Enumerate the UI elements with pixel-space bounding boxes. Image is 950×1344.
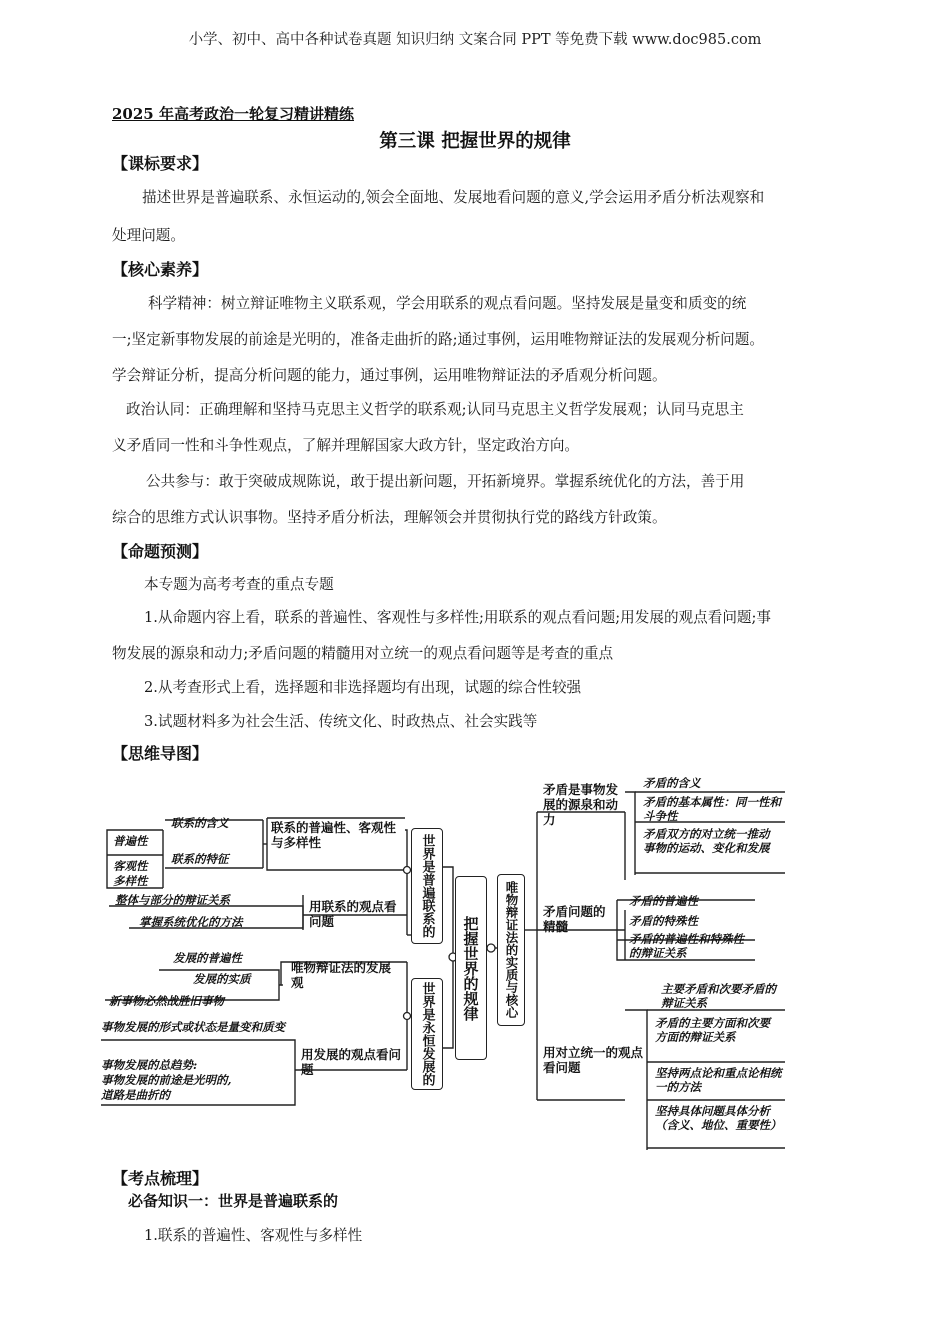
paragraph-line: 义矛盾同一性和斗争性观点，了解并理解国家大政方针，坚定政治方向。 [112, 437, 580, 454]
paragraph-line: 本专题为高考考查的重点专题 [144, 576, 334, 593]
node-n4: 用发展的观点看问题 [301, 1047, 402, 1077]
node-n1b: 联系的特征 [171, 852, 229, 866]
branch-label: 唯物辩证法的实质与核心 [504, 881, 519, 1019]
node-r2c: 矛盾的普遍性和特殊性的辩证关系 [629, 932, 744, 960]
mind-map [95, 770, 810, 1162]
node-n2a: 整体与部分的辩证关系 [115, 893, 230, 907]
node-r3d: 坚持具体问题具体分析（含义、地位、重要性） [655, 1104, 782, 1132]
node-n3a: 发展的普遍性 [173, 951, 242, 965]
node-r3a: 主要矛盾和次要矛盾的辩证关系 [661, 982, 776, 1010]
node-r2: 矛盾问题的精髓 [543, 904, 606, 934]
knowledge-item: 1.联系的普遍性、客观性与多样性 [144, 1227, 363, 1244]
knowledge-subheading: 必备知识一：世界是普遍联系的 [128, 1192, 339, 1210]
paragraph-line: 描述世界是普遍联系、永恒运动的,领会全面地、发展地看问题的意义,学会运用矛盾分析法观察和 [142, 189, 765, 206]
node-n4b-line3: 道路是曲折的 [101, 1088, 170, 1102]
node-n2: 用联系的观点看问题 [309, 899, 397, 929]
node-n1b3: 多样性 [113, 874, 148, 888]
node-n1b1: 普遍性 [113, 834, 148, 848]
node-r2a: 矛盾的普遍性 [629, 894, 698, 908]
lesson-title: 第三课 把握世界的规律 [379, 131, 571, 152]
branch-box-dialectics-core [497, 874, 525, 1026]
node-r1c: 矛盾双方的对立统一推动事物的运动、变化和发展 [643, 827, 770, 855]
node-r3b: 矛盾的主要方面和次要方面的辩证关系 [655, 1016, 770, 1044]
node-r2b: 矛盾的特殊性 [629, 914, 698, 928]
section-heading-suyang: 【核心素养】 [112, 260, 209, 279]
paragraph-line: 科学精神：树立辩证唯物主义联系观，学会用联系的观点看问题。坚持发展是量变和质变的统 [148, 295, 747, 312]
section-heading-kebiao: 【课标要求】 [112, 154, 209, 173]
paragraph-line: 学会辩证分析，提高分析问题的能力，通过事例，运用唯物辩证法的矛盾观分析问题。 [112, 367, 667, 384]
node-n3: 唯物辩证法的发展观 [291, 960, 392, 990]
branch-box-eternal-development [411, 978, 443, 1090]
node-r3c: 坚持两点论和重点论相统一的方法 [655, 1066, 782, 1094]
paragraph-line: 公共参与：敢于突破成规陈说，敢于提出新问题，开拓新境界。掌握系统优化的方法，善于用 [146, 473, 745, 490]
branch-box-universal-connection [411, 828, 443, 944]
branch-label: 世界是普遍联系的 [419, 834, 435, 938]
paragraph-line: 处理问题。 [112, 227, 185, 244]
node-n4b-line1: 事物发展的总趋势: [101, 1058, 198, 1072]
node-n4b-line2: 事物发展的前途是光明的, [101, 1073, 232, 1087]
node-n1a: 联系的含义 [171, 816, 229, 830]
series-title: 2025 年高考政治一轮复习精讲精练 [112, 105, 354, 123]
node-n2b: 掌握系统优化的方法 [139, 915, 243, 929]
center-label: 把握世界的规律 [461, 915, 480, 1021]
node-r1: 矛盾是事物发展的源泉和动力 [543, 782, 619, 827]
node-n1: 联系的普遍性、客观性与多样性 [271, 820, 397, 850]
node-n4a: 事物发展的形式或状态是量变和质变 [101, 1020, 285, 1034]
node-n3c: 新事物必然战胜旧事物 [109, 994, 224, 1008]
paragraph-line: 3.试题材料多为社会生活、传统文化、时政热点、社会实践等 [144, 713, 538, 730]
paragraph-line: 物发展的源泉和动力;矛盾问题的精髓用对立统一的观点看问题等是考查的重点 [112, 645, 614, 662]
node-r1a: 矛盾的含义 [643, 776, 701, 790]
center-box [455, 876, 487, 1060]
paragraph-line: 综合的思维方式认识事物。坚持矛盾分析法，理解领会并贯彻执行党的路线方针政策。 [112, 509, 667, 526]
node-r3: 用对立统一的观点看问题 [543, 1045, 644, 1075]
branch-label: 世界是永恒发展的 [419, 982, 435, 1086]
site-header: 小学、初中、高中各种试卷真题 知识归纳 文案合同 PPT 等免费下载 www.doc985.com [188, 32, 762, 48]
node-r1b: 矛盾的基本属性：同一性和斗争性 [643, 795, 781, 823]
section-heading-kaodian: 【考点梳理】 [112, 1169, 209, 1188]
paragraph-line: 1.从命题内容上看，联系的普遍性、客观性与多样性;用联系的观点看问题;用发展的观点看问题;事 [144, 609, 772, 626]
section-heading-daotu: 【思维导图】 [112, 744, 209, 763]
paragraph-line: 政治认同：正确理解和坚持马克思主义哲学的联系观;认同马克思主义哲学发展观；认同马克思主 [126, 401, 744, 418]
paragraph-line: 一;坚定新事物发展的前途是光明的，准备走曲折的路;通过事例，运用唯物辩证法的发展观分析问题。 [112, 331, 764, 348]
node-n1b2: 客观性 [113, 859, 148, 873]
node-n3b: 发展的实质 [193, 972, 251, 986]
paragraph-line: 2.从考查形式上看，选择题和非选择题均有出现，试题的综合性较强 [144, 679, 582, 696]
section-heading-yuce: 【命题预测】 [112, 542, 209, 561]
